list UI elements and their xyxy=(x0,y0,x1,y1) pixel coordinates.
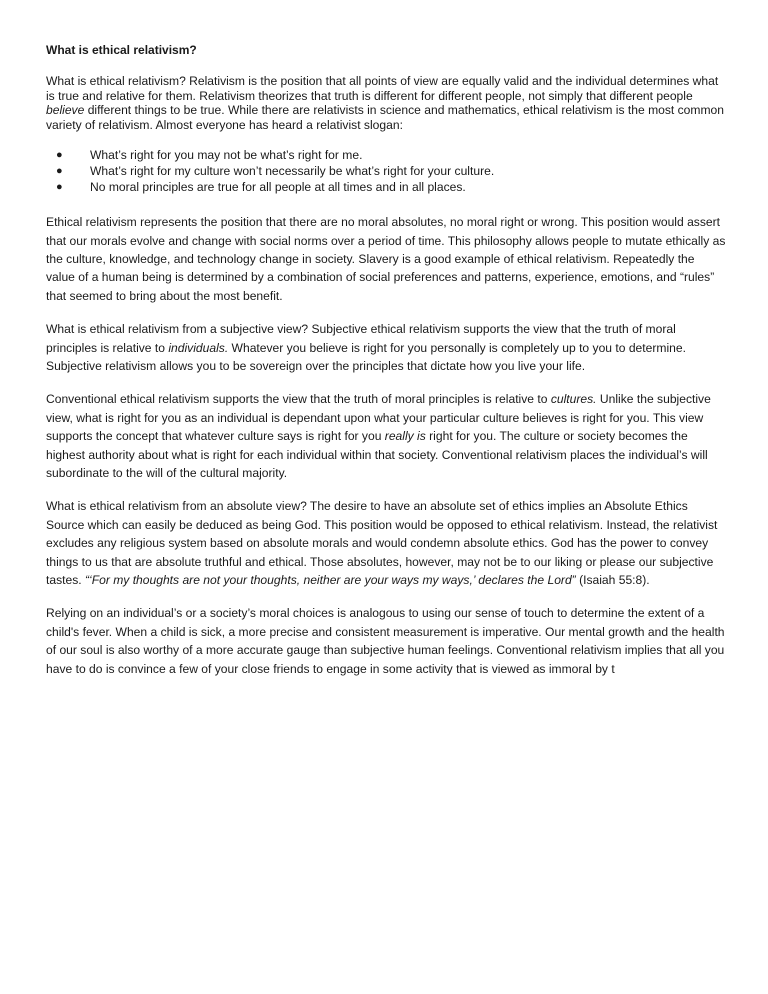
list-item-text: What’s right for you may not be what’s right for me. xyxy=(90,148,363,163)
page-title: What is ethical relativism? xyxy=(46,43,197,57)
conventional-emphasis-1: cultures. xyxy=(550,392,597,407)
absolute-view-paragraph xyxy=(46,497,726,589)
intro-paragraph xyxy=(46,74,726,132)
list-item-text: What’s right for my culture won’t necessarily be what’s right for your culture. xyxy=(90,163,495,178)
conventional-view-paragraph xyxy=(46,390,726,482)
relying-paragraph: Relying on an individual’s or a society’s moral choices is analogous to using our sense of touch to determine the extent of a child's fever. When a child is sick, a more precise and consistent measurement is imperative. Our mental growth and the health of our soul is also worthy of a more accurate gauge than subjective human feelings. Conventional relativism implies that all you have to do is convince a few of your close friends to engage in some activity that is viewed as immoral by t xyxy=(46,606,725,676)
conventional-text-3: right for you. The culture or society becomes the highest authority about what is right for each individual within that society. Conventional relativism places the individual’s will subordinate to the will of the cultural majority. xyxy=(46,429,708,481)
subjective-text-1: What is ethical relativism from a subjective view? Subjective ethical relativism supports the view that the truth of moral principles is relative to xyxy=(46,322,676,355)
intro-text-2: different things to be true. While there are relativists in science and mathematics, ethical relativism is the most common variety of relativism. Almost everyone has heard a relativist slogan: xyxy=(46,103,725,132)
absolute-text-2: (Isaiah 55:8). xyxy=(575,573,650,588)
absolute-text-1: What is ethical relativism from an absolute view? The desire to have an absolute set of ethics implies an Absolute Ethics Source which can easily be deduced as being God. This position would be opposed to ethical relativism. Instead, the relativist excludes any religious system based on absolute morals and would condemn absolute ethics. God has the power to convey things to us that are absolute truthful and ethical. Those absolutes, however, may not be to our liking or please our subjective tastes. xyxy=(46,499,718,588)
slogan-list xyxy=(46,148,726,195)
conventional-text-1: Conventional ethical relativism supports the view that the truth of moral principles is relative to xyxy=(46,392,551,407)
list-item xyxy=(46,164,726,180)
list-item xyxy=(46,148,726,164)
ethical-relativism-paragraph: Ethical relativism represents the position that there are no moral absolutes, no moral right or wrong. This position would assert that our morals evolve and change with social norms over a period of time. This philosophy allows people to mutate ethically as the culture, knowledge, and technology change in society. Slavery is a good example of ethical relativism. Repeatedly the value of a human being is determined by a combination of social preferences and patterns, experience, emotions, and “rules” that seemed to bring about the most benefit. xyxy=(46,215,726,303)
conventional-text-2: Unlike the subjective view, what is right for you as an individual is dependant upon what your particular culture believes is right for you. This view supports the concept that whatever culture says is right for you xyxy=(46,392,711,444)
subjective-text-2: Whatever you believe is right for you personally is completely up to you to determine. Subjective relativism allows you to be sovereign over the principles that dictate how you live your life. xyxy=(46,340,686,373)
bullet-icon: ● xyxy=(56,180,63,193)
bullet-icon: ● xyxy=(56,164,63,177)
document-page xyxy=(46,43,726,693)
list-item-text: No moral principles are true for all people at all times and in all places. xyxy=(90,179,466,194)
subjective-view-paragraph xyxy=(46,320,726,375)
list-item xyxy=(46,180,726,196)
subjective-emphasis: individuals. xyxy=(168,340,229,355)
scripture-quote: “‘For my thoughts are not your thoughts, neither are your ways my ways,’ declares the Lord” xyxy=(85,573,576,588)
intro-text-1: What is ethical relativism? Relativism is the position that all points of view are equally valid and the individual determines what is true and relative for them. Relativism theorizes that truth is different for different people, not simply that different people xyxy=(46,74,719,103)
conventional-emphasis-2: really is xyxy=(384,429,426,444)
bullet-icon: ● xyxy=(56,149,63,162)
intro-emphasis: believe xyxy=(46,103,85,118)
